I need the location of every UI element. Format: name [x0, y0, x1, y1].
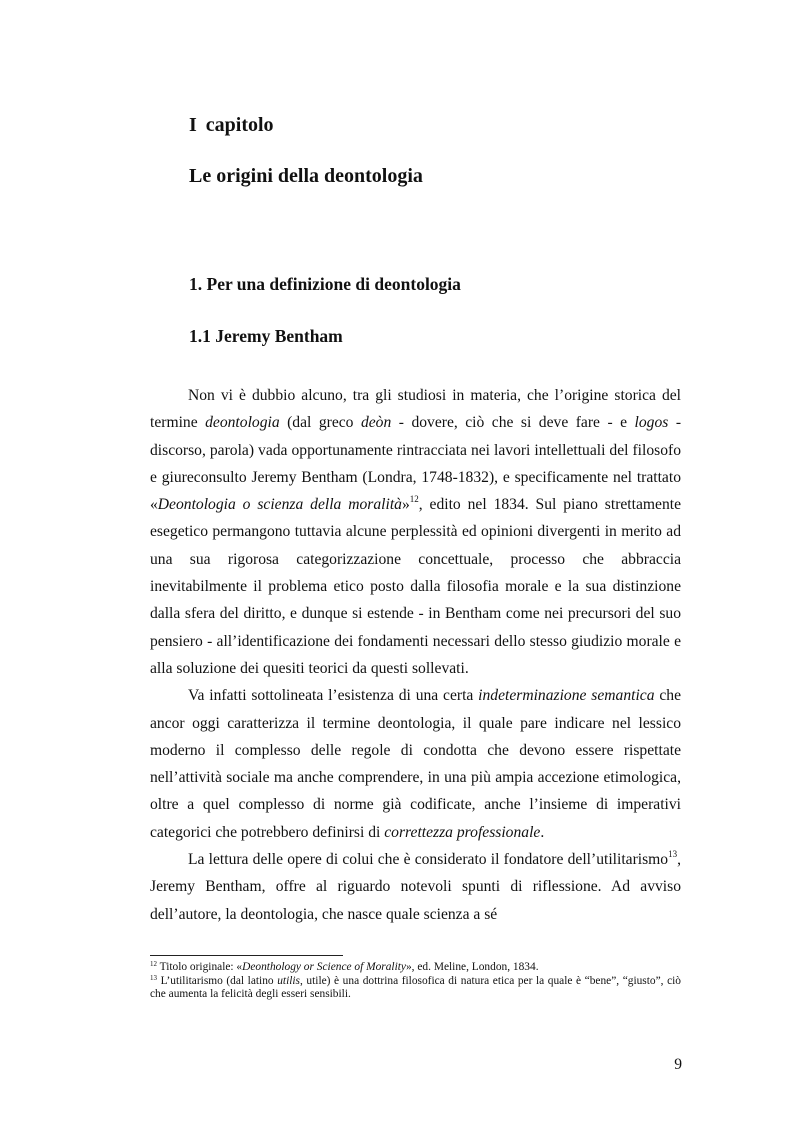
footnote-text: , utile) è una dottrina filosofica di natura etica per la quale è “bene”, “giusto”, ciò che aumenta la felicità degli esseri sensibili. — [150, 974, 682, 1001]
paragraph-text: , Jeremy Bentham, offre al riguardo notevoli spunti di riflessione. Ad avviso dell’autore, la deontologia, che nasce quale scienza a sé — [150, 851, 681, 923]
italic-term: logos — [634, 414, 669, 432]
italic-term: deòn — [360, 414, 392, 432]
footnote-12 — [150, 961, 681, 975]
footnote-number: 12 — [150, 960, 157, 968]
paragraph-text: Va infatti sottolineata l’esistenza di una certa — [188, 687, 479, 705]
paragraph-1 — [150, 382, 681, 682]
italic-term: deontologia — [205, 414, 280, 432]
paragraph-text: (dal greco — [279, 414, 361, 432]
chapter-label: I capitolo — [189, 114, 274, 136]
footnotes — [150, 961, 681, 1002]
subsection-title: 1.1 Jeremy Bentham — [189, 326, 343, 346]
paragraph-2 — [150, 682, 681, 846]
footnote-ref-13[interactable]: 13 — [668, 849, 678, 860]
italic-title: Deonthology or Science of Morality — [242, 961, 406, 973]
footnote-ref-12[interactable]: 12 — [409, 494, 419, 505]
paragraph-text: Non vi è dubbio alcuno, tra gli studiosi in materia, che l’origine storica del termine — [150, 387, 681, 432]
italic-term: indeterminazione semantica — [478, 687, 655, 705]
footnote-text: L’utilitarismo (dal latino — [157, 974, 278, 987]
page-number: 9 — [674, 1056, 682, 1073]
footnote-13 — [150, 975, 681, 1002]
paragraph-text: - discorso, parola) vada opportunamente rintracciata nei lavori intellettuali del filosofo e giureconsulto Jeremy Bentham (Londra, 1748-1832), e specificamente nel trattato « — [150, 414, 682, 514]
paragraph-text: , edito nel 1834. Sul piano strettamente esegetico permangono tuttavia alcune perplessità ed opinioni divergenti in merito ad una sua rigorosa categorizzazione concettuale, processo che abbraccia inevitabilmente il problema etico posto dalla filosofia morale e la sua distinzione dalla sfera del diritto, e dunque si estende - in Bentham come nei precursori del suo pensiero - all’identificazione dei fondamenti necessari dello stesso giudizio morale e alla soluzione dei quesiti teorici da questi sollevati. — [150, 496, 681, 677]
paragraph-text: che ancor oggi caratterizza il termine deontologia, il quale pare indicare nel lessico moderno il complesso delle regole di condotta che devono essere rispettate nell’attività sociale ma anche comprendere, in una più ampia accezione etimologica, oltre a quel complesso di norme già codificate, anche l’insieme di imperativi categorici che potrebbero definirsi di — [150, 687, 681, 841]
italic-title: Deontologia o scienza della moralità — [157, 496, 402, 514]
footnote-text: Titolo originale: « — [157, 961, 243, 973]
paragraph-text: . — [540, 823, 545, 841]
section-title: 1. Per una definizione di deontologia — [189, 274, 461, 294]
body-text — [150, 382, 681, 928]
paragraph-text: » — [401, 496, 410, 514]
footnote-text: », ed. Meline, London, 1834. — [405, 961, 539, 973]
footnote-number: 13 — [150, 973, 157, 982]
italic-term: utilis — [277, 974, 300, 987]
paragraph-text: La lettura delle opere di colui che è considerato il fondatore dell’utilitarismo — [188, 851, 669, 869]
chapter-title: Le origini della deontologia — [189, 165, 423, 187]
footnote-divider — [150, 955, 343, 956]
italic-term: correttezza professionale — [384, 823, 541, 841]
paragraph-text: - dovere, ciò che si deve fare - e — [391, 414, 635, 432]
paragraph-3 — [150, 846, 681, 928]
